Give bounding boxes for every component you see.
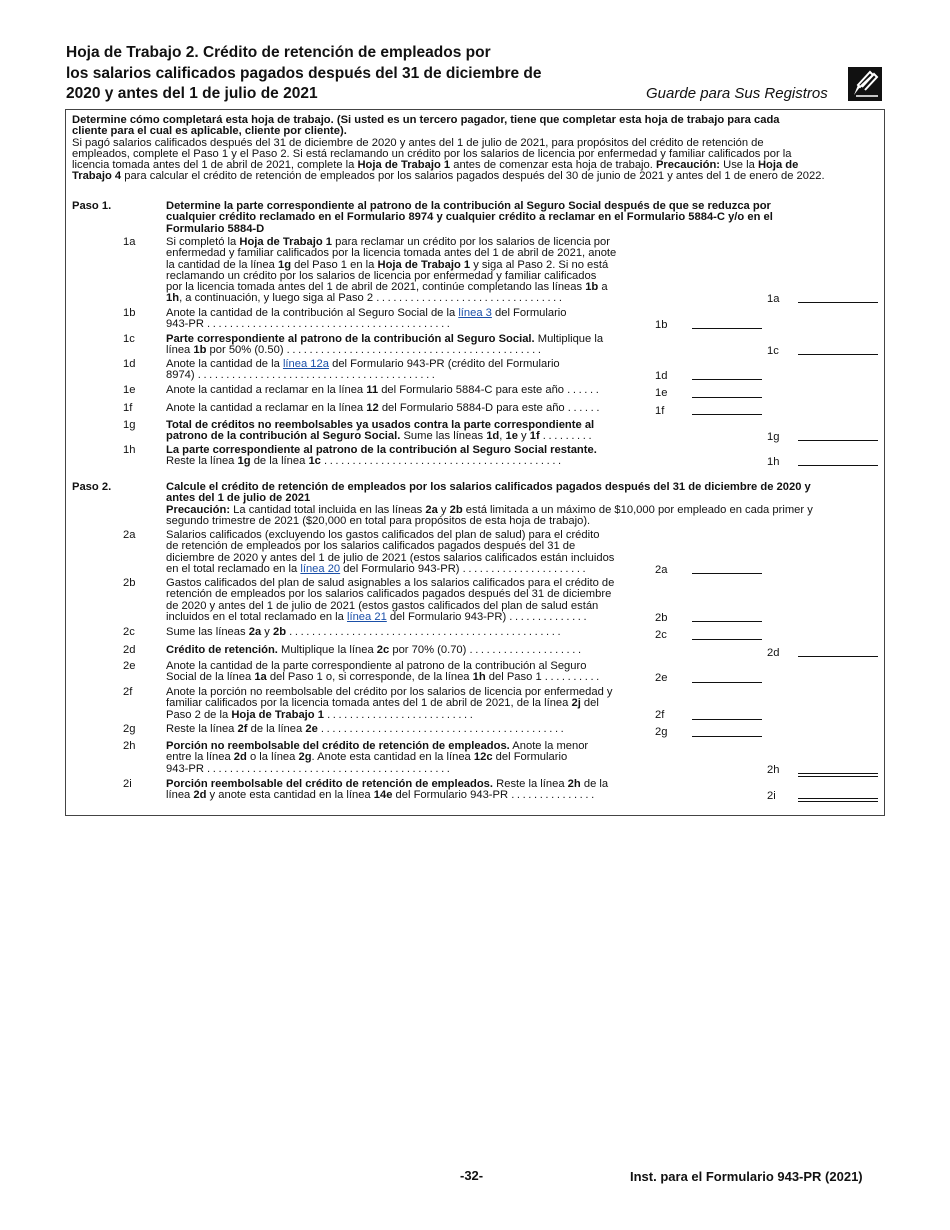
line-2f-entry[interactable] [692, 719, 762, 720]
line-2a-number: 2a [123, 529, 136, 541]
line-1g-entry[interactable] [798, 440, 878, 441]
line-20-link[interactable]: línea 20 [300, 562, 341, 575]
line-2e-text: Anote la cantidad de la parte correspondiente al patrono de la contribución al Seguro Social de la línea 1a del Paso 1 o, si corresponde, de la línea 1h del Paso 1 .......... [166, 660, 602, 684]
line-2e-number: 2e [123, 660, 136, 672]
line-1a-text: Si completó la Hoja de Trabajo 1 para reclamar un crédito por los salarios de licencia por enfermedad y familiar calificados por la licencia tomada antes del 1 de abril de 2021, anote la cantidad de la línea 1g del Paso 1 en la Hoja de Trabajo 1 y siga al Paso 2. Si no está reclamando un crédito por los salarios de licencia por enfermedad y familiar calificados por la licencia tomada antes del 1 de abril de 2021, continúe completando las líneas 1b a 1h, a continuación, y luego siga al Paso 2 ................................. [166, 236, 617, 305]
line-2h-text: Porción no reembolsable del crédito de retención de empleados. Anote la menor entre la línea 2d o la línea 2g. Anote esta cantidad en la línea 12c del Formulario 943-PR ........................................... [166, 740, 589, 775]
line-1c-ref: 1c [767, 345, 779, 357]
line-1d-ref: 1d [655, 370, 668, 382]
line-1a-number: 1a [123, 236, 136, 248]
page-title: Hoja de Trabajo 2. Crédito de retención de empleados por los salarios calificados pagados después del 31 de diciembre de 2020 y antes del 1 de julio de 2021 [66, 44, 542, 102]
line-2g-ref: 2g [655, 726, 668, 738]
line-2g-entry[interactable] [692, 736, 762, 737]
line-1f-ref: 1f [655, 405, 665, 417]
line-1g-ref: 1g [767, 431, 780, 443]
line-2f-number: 2f [123, 686, 133, 698]
line-3-link[interactable]: línea 3 [458, 307, 492, 319]
line-2e-entry[interactable] [692, 682, 762, 683]
line-2d-text: Crédito de retención. Multiplique la línea 2c por 70% (0.70) .................... [166, 644, 584, 656]
line-1h-number: 1h [123, 444, 136, 456]
step1-label: Paso 1. [72, 200, 112, 212]
line-2b-ref: 2b [655, 612, 668, 624]
line-2d-ref: 2d [767, 647, 780, 659]
line-2b-entry[interactable] [692, 621, 762, 622]
line-2g-number: 2g [123, 723, 136, 735]
line-2i-text: Porción reembolsable del crédito de retención de empleados. Reste la línea 2h de la línea 2d y anote esta cantidad en la línea 14e del Formulario 943-PR ............... [166, 778, 609, 802]
line-2i-ref: 2i [767, 790, 776, 802]
line-1h-text: La parte correspondiente al patrono de la contribución al Seguro Social restante. Reste la línea 1g de la línea 1c .......................................... [166, 444, 597, 468]
line-1a-ref: 1a [767, 293, 780, 305]
line-21-link[interactable]: línea 21 [346, 610, 387, 623]
line-1a-entry[interactable] [798, 302, 878, 303]
line-2f-ref: 2f [655, 709, 665, 721]
line-1b-ref: 1b [655, 319, 668, 331]
step2-heading: Calcule el crédito de retención de empleados por los salarios calificados pagados después del 31 de diciembre de 2020 y antes del 1 de julio de 2021 Precaución: La cantidad total incluida en las líneas 2a y 2b está limitada a un máximo de $10,000 por empleado en cada primer y segundo trimestre de 2021 ($20,000 en total para propósitos de esta hoja de trabajo). [166, 481, 813, 527]
line-2f-text: Anote la porción no reembolsable del crédito por los salarios de licencia por enfermedad y familiar calificados por la licencia tomada antes del 1 de abril de 2021, de la línea 2j del Paso 2 de la Hoja de Trabajo 1 .......................... [166, 686, 613, 721]
line-1d-text: Anote la cantidad de la línea 12a del Formulario 943-PR (crédito del Formulario 8974) .......................................... [166, 358, 560, 382]
line-1f-entry[interactable] [692, 414, 762, 415]
line-2i-number: 2i [123, 778, 132, 790]
page-number: -32- [460, 1168, 484, 1183]
line-1g-text: Total de créditos no reembolsables ya usados contra la parte correspondiente al patrono de la contribución al Seguro Social. Sume las líneas 1d, 1e y 1f ......... [166, 419, 595, 443]
line-2h-number: 2h [123, 740, 136, 752]
line-2d-entry[interactable] [798, 656, 878, 657]
line-2a-ref: 2a [655, 564, 668, 576]
line-1f-number: 1f [123, 402, 133, 414]
step1-heading: Determine la parte correspondiente al patrono de la contribución al Seguro Social después de que se reduzca por cualquier crédito reclamado en el Formulario 8974 y cualquier crédito a reclamar en el Formulario 5884-C y/o en el Formulario 5884-D [166, 200, 773, 235]
line-2c-ref: 2c [655, 629, 667, 641]
line-2i-entry[interactable] [798, 798, 878, 802]
line-1d-number: 1d [123, 358, 136, 370]
line-1b-entry[interactable] [692, 328, 762, 329]
line-2c-entry[interactable] [692, 639, 762, 640]
line-1c-entry[interactable] [798, 354, 878, 355]
line-2e-ref: 2e [655, 672, 668, 684]
line-2b-text: Gastos calificados del plan de salud asignables a los salarios calificados para el crédito de retención de empleados por los salarios calificados pagados después del 31 de diciembre de 2020 y antes del 1 de julio de 2021 (estos gastos calificados del plan de salud están incluidos en el total reclamado en la línea 21 del Formulario 943-PR) .............. [166, 577, 615, 623]
line-1h-entry[interactable] [798, 465, 878, 466]
pencil-note-icon [848, 67, 882, 101]
line-1d-entry[interactable] [692, 379, 762, 380]
line-1g-number: 1g [123, 419, 136, 431]
line-1e-text: Anote la cantidad a reclamar en la línea 11 del Formulario 5884-C para este año ...... [166, 384, 602, 396]
line-2a-text: Salarios calificados (excluyendo los gastos calificados del plan de salud) para el crédito de retención de empleados por los salarios calificados pagados después del 31 de diciembre de 2020 y antes del 1 de julio de 2021 (estos salarios calificados están incluidos en el total reclamado en la línea 20 del Formulario 943-PR) ...................... [166, 529, 615, 575]
line-1b-text: Anote la cantidad de la contribución al Seguro Social de la línea 3 del Formulario 943-PR ........................................... [166, 307, 567, 331]
line-2h-ref: 2h [767, 764, 780, 776]
line-1c-text: Parte correspondiente al patrono de la contribución al Seguro Social. Multiplique la línea 1b por 50% (0.50) ............................................. [166, 333, 604, 357]
line-12a-link[interactable]: línea 12a [282, 358, 329, 370]
line-2a-entry[interactable] [692, 573, 762, 574]
line-2d-number: 2d [123, 644, 136, 656]
line-1e-entry[interactable] [692, 397, 762, 398]
line-1h-ref: 1h [767, 456, 780, 468]
line-2h-entry[interactable] [798, 773, 878, 777]
footer-form-title: Inst. para el Formulario 943-PR (2021) [630, 1169, 863, 1184]
line-1e-number: 1e [123, 384, 136, 396]
line-2b-number: 2b [123, 577, 136, 589]
step2-label: Paso 2. [72, 481, 112, 493]
line-2c-text: Sume las líneas 2a y 2b ................................................ [166, 626, 564, 638]
line-2c-number: 2c [123, 626, 135, 638]
line-1f-text: Anote la cantidad a reclamar en la línea 12 del Formulario 5884-D para este año ...... [166, 402, 603, 414]
line-1b-number: 1b [123, 307, 136, 319]
line-1c-number: 1c [123, 333, 135, 345]
line-2g-text: Reste la línea 2f de la línea 2e ........................................... [166, 723, 567, 735]
line-1e-ref: 1e [655, 387, 668, 399]
keep-for-records-label: Guarde para Sus Registros [646, 85, 828, 102]
intro-section: Determine cómo completará esta hoja de trabajo. (Si usted es un tercero pagador, tiene que completar esta hoja de trabajo para cada cliente para el cual es aplicable, cliente por cliente). Si pagó salarios calificados después del 31 de diciembre de 2020 y antes del 1 de julio de 2021, para propósitos del crédito de retención de empleados, complete el Paso 1 y el Paso 2. Si está reclamando un crédito por los salarios de licencia por enfermedad y familiar calificados por la licencia tomada antes del 1 de abril de 2021, complete la Hoja de Trabajo 1 antes de comenzar esta hoja de trabajo. Precaución: Use la Hoja de Trabajo 4 para calcular el crédito de retención de empleados por los salarios pagados después del 30 de junio de 2021 y antes del 1 de enero de 2022. [72, 114, 825, 183]
